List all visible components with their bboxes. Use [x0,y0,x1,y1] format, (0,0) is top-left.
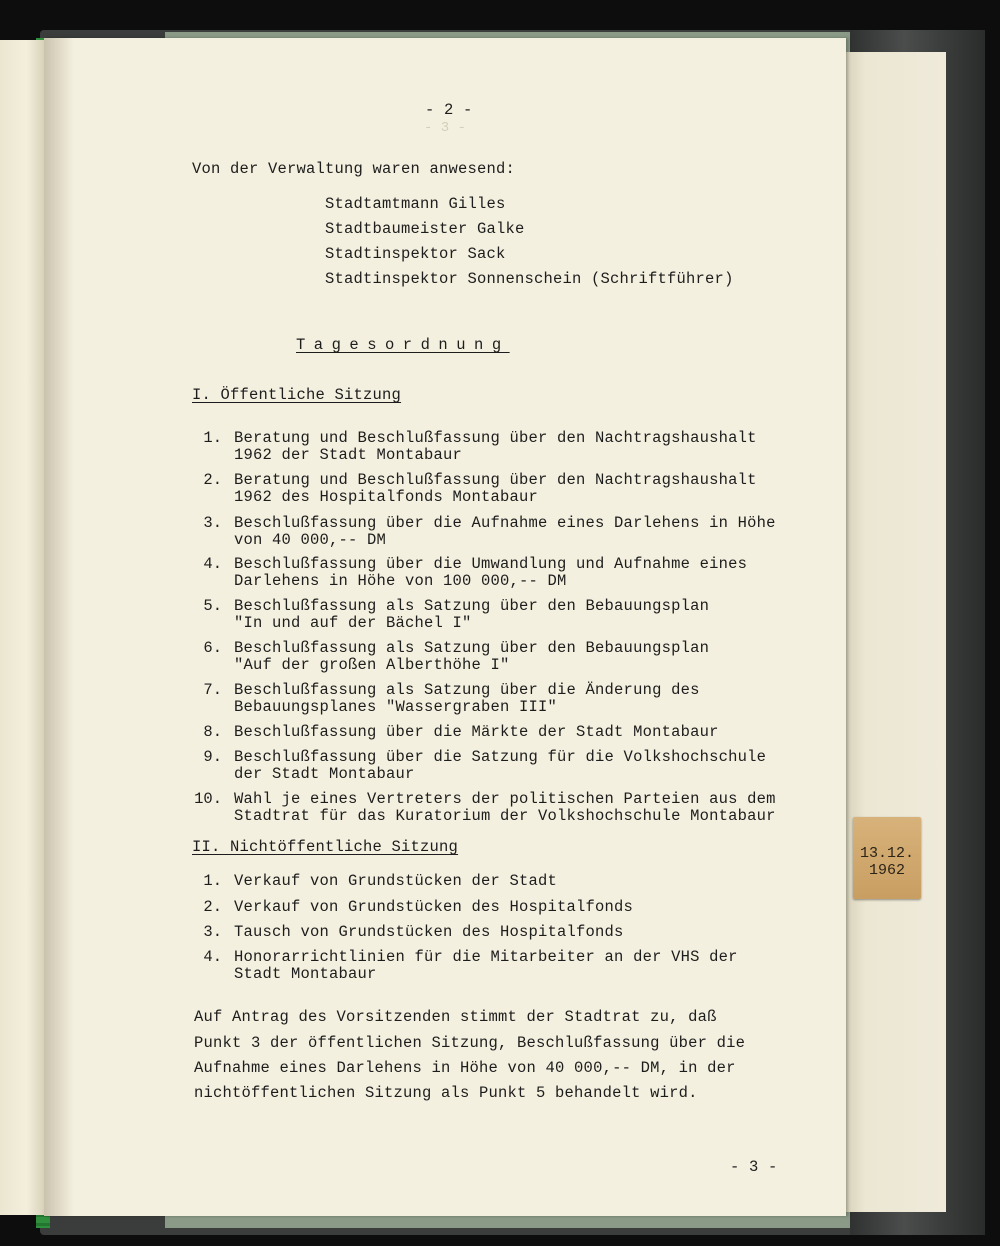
date-tab-line2: 1962 [868,862,905,879]
next-page-marker: - 3 - [730,1158,778,1176]
closing-paragraph-line: Aufnahme eines Darlehens in Höhe von 40 000,-- DM, in der [194,1059,736,1077]
staff-heading: Von der Verwaltung waren anwesend: [192,160,516,178]
agenda-item-text: Beschlußfassung über die Märkte der Stadt Montabaur [234,723,719,741]
agenda-item-text: Stadt Montabaur [234,965,377,983]
agenda-item-text: Bebauungsplanes "Wassergraben III" [234,698,558,716]
agenda-item-text: Beratung und Beschlußfassung über den Nachtragshaushalt [234,429,757,447]
agenda-item-text: von 40 000,-- DM [234,531,387,549]
agenda-item-number: 2. [203,898,222,916]
section-public-title: I. Öffentliche Sitzung [192,386,402,404]
agenda-item-number: 2. [203,471,222,489]
agenda-item-text: Beschlußfassung als Satzung über die Änderung des [234,681,700,699]
agenda-item-text: "In und auf der Bächel I" [234,614,472,632]
agenda-item-number: 3. [203,923,222,941]
agenda-item-text: Stadtrat für das Kuratorium der Volkshochschule Montabaur [234,807,776,825]
show-through-page-number: - 3 - [424,120,467,136]
date-tab [853,817,921,899]
section-private-title: II. Nichtöffentliche Sitzung [192,838,459,856]
closing-paragraph-line: Punkt 3 der öffentlichen Sitzung, Beschlußfassung über die [194,1034,746,1052]
agenda-item-text: Verkauf von Grundstücken der Stadt [234,872,558,890]
agenda-item-number: 3. [203,514,222,532]
staff-member: Stadtamtmann Gilles [325,195,506,213]
staff-member: Stadtinspektor Sack [325,245,506,263]
agenda-item-text: Beschlußfassung über die Aufnahme eines Darlehens in Höhe [234,514,776,532]
page-gutter-shadow [44,38,74,1216]
agenda-item-number: 4. [203,555,222,573]
staff-member: Stadtinspektor Sonnenschein (Schriftführer) [325,270,734,288]
date-tab-line1: 13.12. [859,845,914,862]
agenda-item-number: 9. [203,748,222,766]
underlying-page [845,52,946,1212]
agenda-item-text: 1962 der Stadt Montabaur [234,446,463,464]
agenda-item-text: der Stadt Montabaur [234,765,415,783]
agenda-item-text: Tausch von Grundstücken des Hospitalfonds [234,923,624,941]
agenda-item-text: Beschlußfassung über die Umwandlung und Aufnahme eines [234,555,748,573]
agenda-item-text: Beschlußfassung als Satzung über den Bebauungsplan [234,639,710,657]
agenda-item-text: Darlehens in Höhe von 100 000,-- DM [234,572,567,590]
closing-paragraph-line: nichtöffentlichen Sitzung als Punkt 5 behandelt wird. [194,1084,698,1102]
agenda-title: Tagesordnung [296,336,510,354]
agenda-item-number: 10. [194,790,222,808]
agenda-item-text: Wahl je eines Vertreters der politischen Parteien aus dem [234,790,776,808]
agenda-item-text: Honorarrichtlinien für die Mitarbeiter an der VHS der [234,948,738,966]
agenda-item-number: 8. [203,723,222,741]
agenda-item-text: Beschlußfassung als Satzung über den Bebauungsplan [234,597,710,615]
agenda-item-number: 5. [203,597,222,615]
agenda-item-text: Verkauf von Grundstücken des Hospitalfonds [234,898,634,916]
agenda-item-text: Beschlußfassung über die Satzung für die Volkshochschule [234,748,767,766]
left-page-edge [0,40,44,1215]
staff-member: Stadtbaumeister Galke [325,220,525,238]
agenda-item-number: 1. [203,872,222,890]
page-number: - 2 - [425,101,473,119]
agenda-item-number: 6. [203,639,222,657]
agenda-item-number: 1. [203,429,222,447]
agenda-item-number: 7. [203,681,222,699]
agenda-item-number: 4. [203,948,222,966]
agenda-item-text: Beratung und Beschlußfassung über den Nachtragshaushalt [234,471,757,489]
agenda-item-text: 1962 des Hospitalfonds Montabaur [234,488,539,506]
agenda-item-text: "Auf der großen Alberthöhe I" [234,656,510,674]
document-page [44,38,846,1216]
closing-paragraph-line: Auf Antrag des Vorsitzenden stimmt der Stadtrat zu, daß [194,1008,717,1026]
